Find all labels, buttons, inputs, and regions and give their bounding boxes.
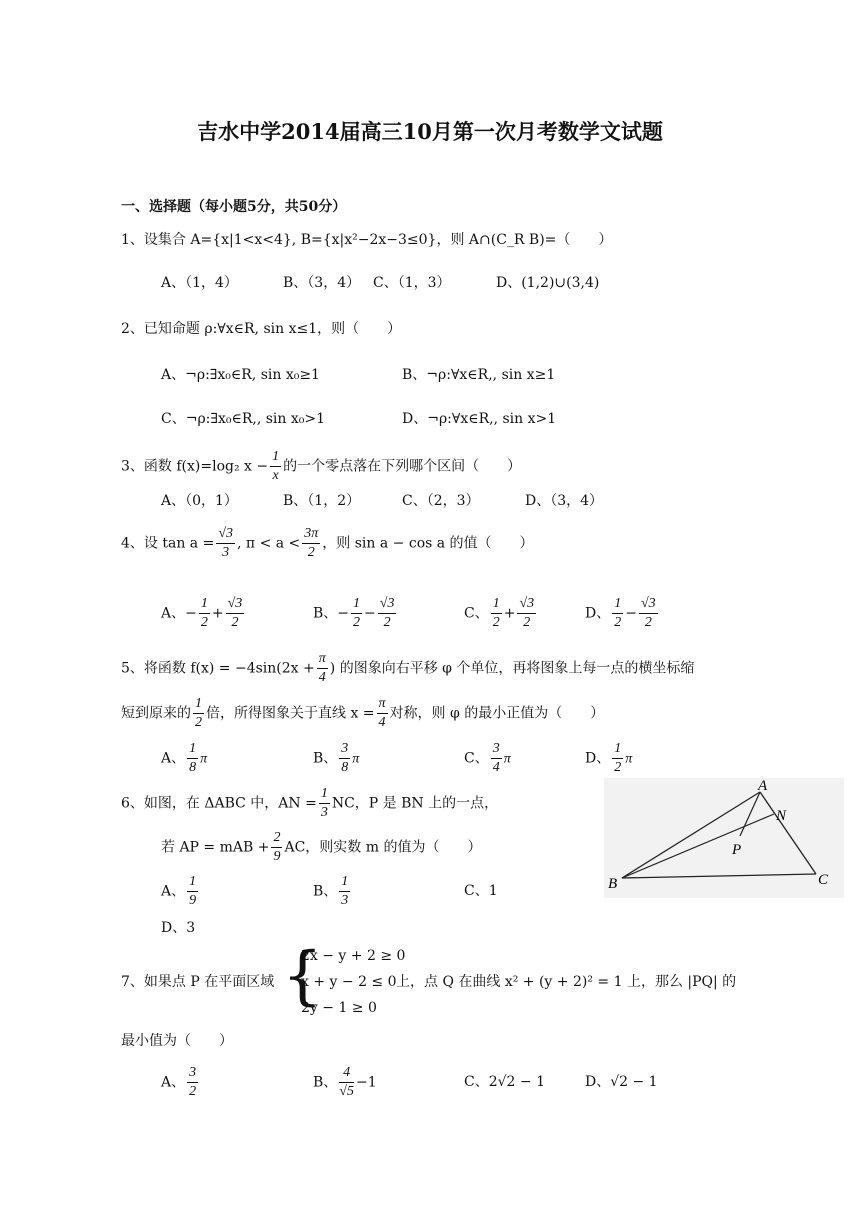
label-b: B [608,876,618,892]
q6-l2-den: 9 [273,849,281,864]
q4-d-frac2 [639,595,658,632]
q5-l2-post: 对称，则 φ 的最小正值为（ ） [389,705,605,722]
triangle-figure [604,778,844,898]
q4-a-d2: 2 [231,615,239,630]
q4-post: ，则 sin a − cos a 的值（ ） [322,535,534,552]
q5-d-den: 2 [614,760,622,775]
q3-pre: 3、函数 f(x)=log₂ x − [121,458,269,475]
page-title: 吉水中学2014届高三10月第一次月考数学文试题 [197,119,663,144]
q7-option-c: C、2√2 − 1 [464,1074,545,1090]
q6-line1 [121,785,498,822]
q4-a-frac2 [226,595,245,632]
q1-option-b: B、（3，4） [283,275,361,291]
q4-b-frac1 [351,595,362,632]
q4-c-d2: 2 [523,615,531,630]
q4-b-d1: 2 [353,615,361,630]
q4-a-frac1 [199,595,210,632]
q4-d-d1: 2 [614,615,622,630]
q1-option-d: D、(1,2)∪(3,4) [496,275,600,291]
q5-l2-pre: 短到原来的 [121,705,191,722]
q4-b-n1: 1 [351,595,362,614]
q6-line2 [161,829,481,866]
q2-option-d: D、¬ρ:∀x∈R,, sin x>1 [402,411,557,427]
q4-f2-num: 3π [302,525,320,544]
q6-b-num: 1 [339,873,350,892]
q3-stem [121,448,521,485]
q4-option-c [464,595,538,632]
q6-l1-frac [319,785,330,822]
q7-b-den: √5 [339,1084,354,1099]
q4-option-b [313,595,398,632]
q7-b-tail: −1 [355,1074,377,1091]
q5-a-num: 1 [187,740,198,759]
q3-option-d: D、（3，4） [525,493,604,509]
q5-l1-post: ) 的图象向右平移 φ 个单位，再将图象上每一点的横坐标缩 [329,660,695,677]
q5-l1-pre: 5、将函数 f(x) = −4sin(2x + [121,660,315,677]
q5-l1-frac [317,650,328,687]
q4-d-d2: 2 [644,615,652,630]
q6-l1-pre: 6、如图，在 ΔABC 中，AN = [121,795,317,812]
q6-l2-frac [271,829,282,866]
q3-fraction [270,448,281,485]
q4-c-label: C、 [464,605,489,622]
q7-option-d: D、√2 − 1 [585,1074,658,1090]
q7-line2: 最小值为（ ） [121,1033,233,1049]
q5-a-label: A、 [161,750,186,767]
label-p: P [732,842,742,858]
q5-l2-num: 1 [193,695,204,714]
q7-b-frac [339,1064,354,1101]
q5-l1-num: π [317,650,328,669]
q4-pre: 4、设 tan a = [121,535,215,552]
q5-l2-mid: 倍，所得图象关于直线 x = [206,705,375,722]
q6-l1-num: 1 [319,785,330,804]
q1-option-a: A、（1，4） [161,275,238,291]
q1-option-c: C、（1，3） [373,275,451,291]
q5-line1 [121,650,694,687]
q1-stem: 1、设集合 A={x|1<x<4}, B={x|x²−2x−3≤0}，则 A∩(C_R B)=（ ） [121,232,613,248]
q3-frac-den: x [272,468,279,483]
q7-ineq-1: 2x − y + 2 ≥ 0 [301,948,406,964]
q6-option-a [161,873,200,910]
q7-a-label: A、 [161,1074,186,1091]
q6-option-b [313,873,352,910]
q4-a-n2: √3 [226,595,245,614]
q5-option-a [161,740,207,778]
q5-l2b-den: 4 [378,715,386,730]
q3-option-a: A、（0，1） [161,493,238,509]
q5-c-label: C、 [464,750,489,767]
q5-d-frac [612,740,623,777]
q7-a-frac [187,1064,198,1101]
q7-pre: 7、如果点 P 在平面区域 [121,974,275,990]
q4-c-frac1 [491,595,502,632]
q7-ineq-3: 2y − 1 ≥ 0 [301,1000,377,1016]
q4-c-op: + [503,605,516,622]
q4-f1-den: 3 [222,545,230,560]
q7-b-num: 4 [339,1064,354,1083]
q7-a-den: 2 [189,1084,197,1099]
q6-a-num: 1 [187,873,198,892]
q5-option-d [585,740,632,778]
q7-ineq-2: x + y − 2 ≤ 0 [301,974,397,990]
q5-line2 [121,695,604,732]
q6-l2-pre: 若 AP = mAB + [161,839,270,856]
q6-a-frac [187,873,198,910]
q6-b-frac [339,873,350,910]
q4-c-frac2 [517,595,536,632]
q5-b-label: B、 [313,750,338,767]
q4-b-label: B、 [313,605,338,622]
q5-c-tail: π [503,751,511,767]
system-brace: { [282,939,323,1013]
q6-a-den: 9 [189,893,197,908]
q2-stem: 2、已知命题 ρ:∀x∈R, sin x≤1，则（ ） [121,321,402,337]
q5-b-den: 8 [341,760,349,775]
q6-l1-post: NC，P 是 BN 上的一点， [331,795,499,812]
q4-d-frac1 [612,595,623,632]
q2-option-b: B、¬ρ:∀x∈R,, sin x≥1 [402,367,556,383]
q4-b-d2: 2 [383,615,391,630]
section-heading: 一、选择题（每小题5分，共50分） [121,199,347,215]
q4-c-n2: √3 [517,595,536,614]
q5-d-label: D、 [585,750,611,767]
q4-a-d1: 2 [200,615,208,630]
q4-b-frac2 [378,595,397,632]
q4-b-sign: − [337,605,350,622]
q4-d-label: D、 [585,605,611,622]
q5-a-den: 8 [189,760,197,775]
q5-c-den: 4 [492,760,500,775]
q5-a-frac [187,740,198,777]
q5-c-num: 3 [491,740,502,759]
q7-b-label: B、 [313,1074,338,1091]
q7-option-a [161,1064,200,1101]
q3-frac-num: 1 [270,448,281,467]
q4-a-sign: − [185,605,197,622]
q5-c-frac [491,740,502,777]
q5-l1-den: 4 [318,670,326,685]
q4-a-op: + [211,605,224,622]
q4-d-n2: √3 [639,595,658,614]
q7-option-b [313,1064,377,1101]
q4-c-n1: 1 [491,595,502,614]
label-c: C [818,872,829,888]
label-a: A [758,778,768,794]
q2-option-c: C、¬ρ:∃x₀∈R,, sin x₀>1 [161,411,326,427]
q6-option-c: C、1 [464,883,498,899]
q7-a-num: 3 [187,1064,198,1083]
figure-background [604,778,844,898]
q4-frac-1 [216,525,235,562]
q3-option-b: B、（1，2） [283,493,361,509]
q2-option-a: A、¬ρ:∃x₀∈R, sin x₀≥1 [161,367,320,383]
q4-stem [121,525,534,562]
q5-option-b [313,740,359,778]
q5-d-tail: π [625,751,633,767]
q5-a-tail: π [200,751,208,767]
q5-l2-den: 2 [195,715,202,730]
q4-a-n1: 1 [199,595,210,614]
q7-post: 上，点 Q 在曲线 x² + (y + 2)² = 1 上，那么 |PQ| 的 [396,974,737,990]
q5-l2-frac [193,695,204,732]
q4-b-op: − [364,605,376,622]
q4-option-a [161,595,246,632]
q4-d-op: − [625,605,637,622]
q6-l2-num: 2 [271,829,282,848]
q5-d-num: 1 [612,740,623,759]
q4-c-d1: 2 [492,615,500,630]
q4-mid: , π < a < [237,535,301,552]
q4-a-label: A、 [161,605,186,622]
label-n: N [776,808,787,824]
q6-b-label: B、 [313,883,338,900]
q6-b-den: 3 [341,893,349,908]
q6-option-d: D、3 [161,920,196,936]
q5-b-tail: π [352,751,360,767]
q4-frac-2 [302,525,320,562]
q4-option-d [585,595,660,632]
q5-l2b-frac [377,695,388,732]
q5-b-num: 3 [339,740,350,759]
q4-d-n1: 1 [612,595,623,614]
q4-f2-den: 2 [307,545,315,560]
q6-l2-post: AC，则实数 m 的值为（ ） [284,839,482,856]
q3-post: 的一个零点落在下列哪个区间（ ） [283,458,522,475]
q4-f1-num: √3 [216,525,235,544]
q6-a-label: A、 [161,883,186,900]
q3-option-c: C、（2，3） [402,493,480,509]
q6-l1-den: 3 [320,805,328,820]
q4-b-n2: √3 [378,595,397,614]
q5-option-c [464,740,511,778]
q5-l2b-num: π [377,695,388,714]
q5-b-frac [339,740,350,777]
